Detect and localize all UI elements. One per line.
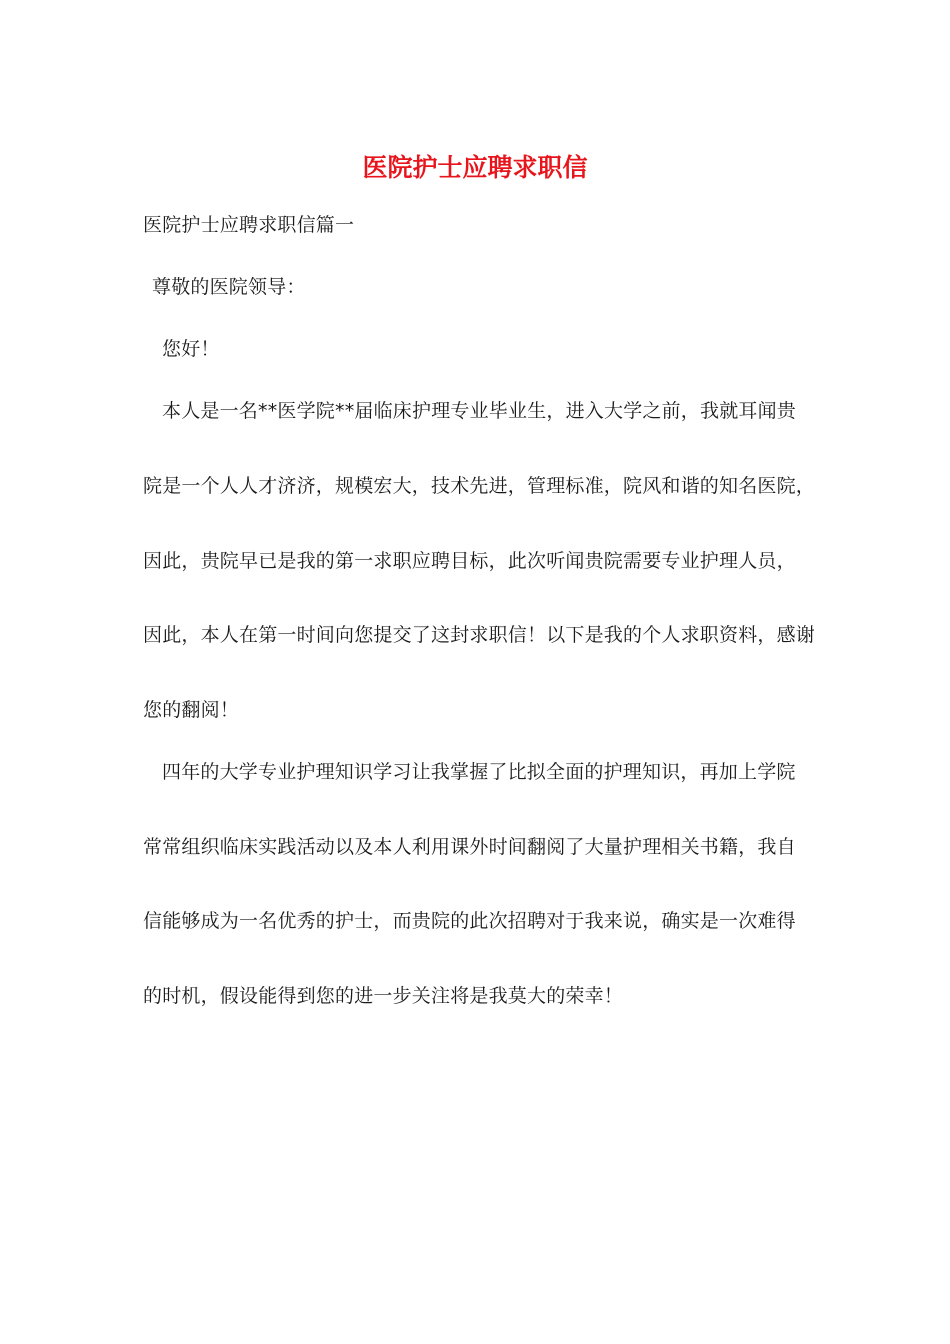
paragraph-1-line-2: 院是一个人人才济济，规模宏大，技术先进，管理标准，院风和谐的知名医院， [143, 475, 816, 497]
paragraph-2-line-2: 常常组织临床实践活动以及本人利用课外时间翻阅了大量护理相关书籍，我自 [143, 836, 796, 858]
paragraph-2-line-4: 的时机，假设能得到您的进一步关注将是我莫大的荣幸！ [143, 985, 624, 1007]
document-title: 医院护士应聘求职信 [362, 153, 588, 182]
paragraph-1-line-3: 因此，贵院早已是我的第一求职应聘目标，此次听闻贵院需要专业护理人员， [143, 550, 796, 572]
paragraph-2-line-3: 信能够成为一名优秀的护士，而贵院的此次招聘对于我来说，确实是一次难得 [143, 910, 796, 932]
section-heading: 医院护士应聘求职信篇一 [143, 214, 355, 236]
greeting: 您好！ [162, 338, 220, 360]
paragraph-1-line-1: 本人是一名**医学院**届临床护理专业毕业生，进入大学之前，我就耳闻贵 [162, 400, 797, 422]
paragraph-1-line-4: 因此，本人在第一时间向您提交了这封求职信！以下是我的个人求职资料，感谢 [143, 624, 816, 646]
paragraph-1-line-5: 您的翻阅！ [143, 699, 240, 721]
salutation: 尊敬的医院领导： [152, 276, 306, 298]
paragraph-2-line-1: 四年的大学专业护理知识学习让我掌握了比拟全面的护理知识，再加上学院 [162, 761, 796, 783]
